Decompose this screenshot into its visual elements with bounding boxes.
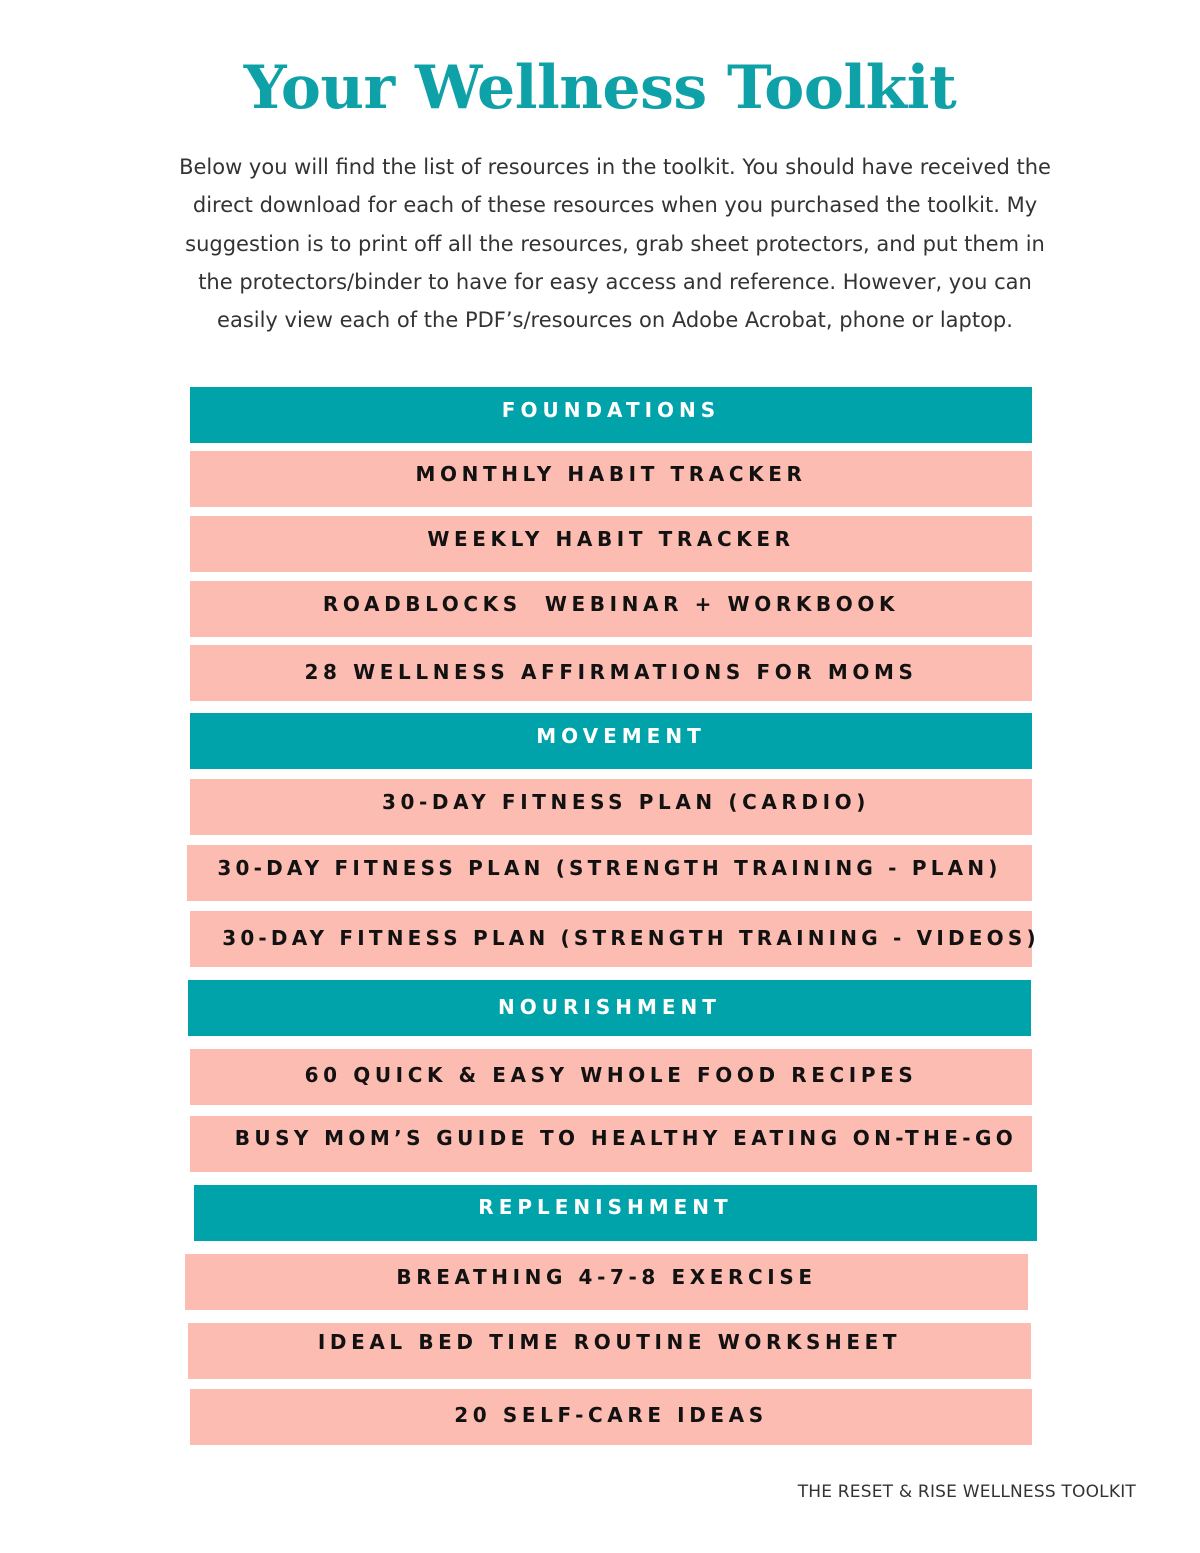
resource-monthly-habit-tracker: MONTHLY HABIT TRACKER [190,451,1032,507]
resource-wellness-affirmations: 28 WELLNESS AFFIRMATIONS FOR MOMS [190,645,1032,701]
footer-text: THE RESET & RISE WELLNESS TOOLKIT [797,1482,1136,1502]
intro-paragraph: Below you will find the list of resources in the toolkit. You should have received the direct download for each of these resources when you purchased the toolkit. My suggestion is to print off all the resources, grab sheet protectors, and put them in the protectors/binder to have for easy access and reference. However, you can easily view each of the PDF’s/resources on Adobe Acrobat, phone or laptop. [179,155,1051,333]
section-heading-foundations: FOUNDATIONS [190,387,1032,443]
section-heading-nourishment: NOURISHMENT [188,980,1031,1036]
resource-roadblocks-webinar: ROADBLOCKS WEBINAR + WORKBOOK [190,581,1032,637]
section-heading-movement: MOVEMENT [190,713,1032,769]
resource-weekly-habit-tracker: WEEKLY HABIT TRACKER [190,516,1032,572]
resource-healthy-eating-guide: BUSY MOM’S GUIDE TO HEALTHY EATING ON-THE-GO [190,1116,1032,1172]
resource-self-care-ideas: 20 SELF-CARE IDEAS [190,1389,1032,1445]
resource-whole-food-recipes: 60 QUICK & EASY WHOLE FOOD RECIPES [190,1049,1032,1105]
resource-fitness-strength-plan: 30-DAY FITNESS PLAN (STRENGTH TRAINING - PLAN) [187,845,1032,901]
resource-breathing-exercise: BREATHING 4-7-8 EXERCISE [185,1254,1028,1310]
resource-bedtime-routine: IDEAL BED TIME ROUTINE WORKSHEET [188,1323,1031,1379]
resource-fitness-cardio: 30-DAY FITNESS PLAN (CARDIO) [190,779,1032,835]
page-title: Your Wellness Toolkit [243,53,957,123]
section-heading-replenishment: REPLENISHMENT [194,1185,1037,1241]
resource-fitness-strength-videos: 30-DAY FITNESS PLAN (STRENGTH TRAINING - VIDEOS) [190,911,1032,967]
